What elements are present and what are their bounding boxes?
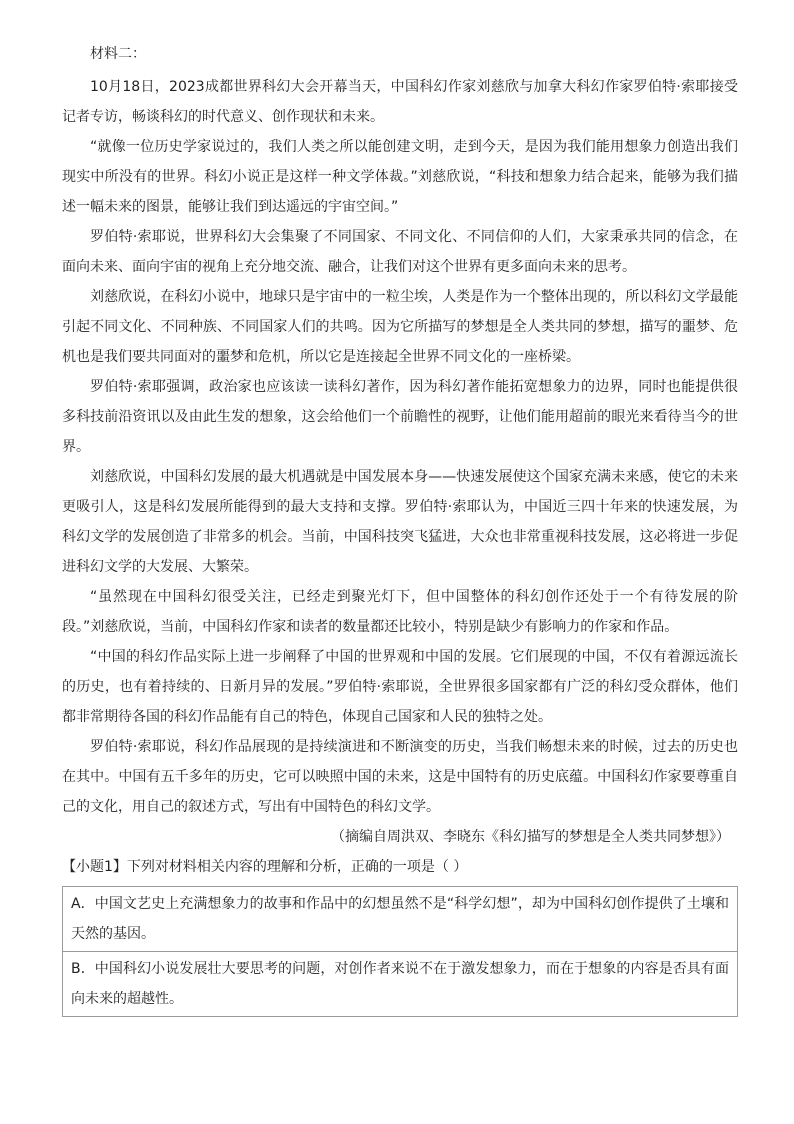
paragraph-9: 罗伯特·索耶说，科幻作品展现的是持续演进和不断演变的历史，当我们畅想未来的时候，过去的历史也在其中。中国有五千多年的历史，它可以映照中国的未来，这是中国特有的历史底蕴。中国科幻作家要尊重自己的文化，用自己的叙述方式，写出有中国特色的科幻文学。 bbox=[62, 739, 738, 815]
material-heading: 材料二： bbox=[90, 46, 146, 62]
paragraph-2: “就像一位历史学家说过的，我们人类之所以能创建文明，走到今天，是因为我们能用想象力创造出我们现实中所没有的世界。科幻小说正是这样一种文学体裁。”刘慈欣说，“科技和想象力结合起来，能够为我们描述一幅未来的图景，能够让我们到达遥远的宇宙空间。” bbox=[62, 139, 738, 215]
paragraph-8: “中国的科幻作品实际上进一步阐释了中国的世界观和中国的发展。它们展现的中国，不仅有着源远流长的历史，也有着持续的、日新月异的发展。”罗伯特·索耶说，全世界很多国家都有广泛的科幻受众群体，他们都非常期待各国的科幻作品能有自己的特色，体现自己国家和人民的独特之处。 bbox=[62, 649, 738, 725]
option-b[interactable]: B．中国科幻小说发展壮大要思考的问题，对创作者来说不在于激发想象力，而在于想象的内容是否具有面向未来的超越性。 bbox=[62, 952, 738, 1017]
paragraph-1: 10月18日，2023成都世界科幻大会开幕当天，中国科幻作家刘慈欣与加拿大科幻作家罗伯特·索耶接受记者专访，畅谈科幻的时代意义、创作现状和未来。 bbox=[62, 79, 738, 125]
paragraph-6: 刘慈欣说，中国科幻发展的最大机遇就是中国发展本身——快速发展使这个国家充满未来感，使它的未来更吸引人，这是科幻发展所能得到的最大支持和支撑。罗伯特·索耶认为，中国近三四十年来的快速发展，为科幻文学的发展创造了非常多的机会。当前，中国科技突飞猛进，大众也非常重视科技发展，这必将进一步促进科幻文学的大发展、大繁荣。 bbox=[62, 469, 738, 575]
paragraph-3: 罗伯特·索耶说，世界科幻大会集聚了不同国家、不同文化、不同信仰的人们，大家秉承共同的信念，在面向未来、面向宇宙的视角上充分地交流、融合，让我们对这个世界有更多面向未来的思考。 bbox=[62, 229, 738, 275]
option-a[interactable]: A．中国文艺史上充满想象力的故事和作品中的幻想虽然不是“科学幻想”，却为中国科幻创作提供了土壤和天然的基因。 bbox=[62, 886, 738, 952]
source-citation: （摘编自周洪双、李晓东《科幻描写的梦想是全人类共同梦想》） bbox=[331, 829, 730, 845]
options-list bbox=[62, 886, 738, 1017]
paragraph-5: 罗伯特·索耶强调，政治家也应该读一读科幻著作，因为科幻著作能拓宽想象力的边界，同时也能提供很多科技前沿资讯以及由此生发的想象，这会给他们一个前瞻性的视野，让他们能用超前的眼光来看待当今的世界。 bbox=[62, 379, 738, 455]
document-page bbox=[62, 40, 738, 1017]
question-stem: 【小题1】下列对材料相关内容的理解和分析，正确的一项是（ ） bbox=[62, 859, 468, 875]
paragraph-7: “虽然现在中国科幻很受关注，已经走到聚光灯下，但中国整体的科幻创作还处于一个有待发展的阶段。”刘慈欣说，当前，中国科幻作家和读者的数量都还比较小，特别是缺少有影响力的作家和作品。 bbox=[62, 589, 738, 635]
paragraph-4: 刘慈欣说，在科幻小说中，地球只是宇宙中的一粒尘埃，人类是作为一个整体出现的，所以科幻文学最能引起不同文化、不同种族、不同国家人们的共鸣。因为它所描写的梦想是全人类共同的梦想，描写的噩梦、危机也是我们要共同面对的噩梦和危机，所以它是连接起全世界不同文化的一座桥梁。 bbox=[62, 289, 738, 365]
